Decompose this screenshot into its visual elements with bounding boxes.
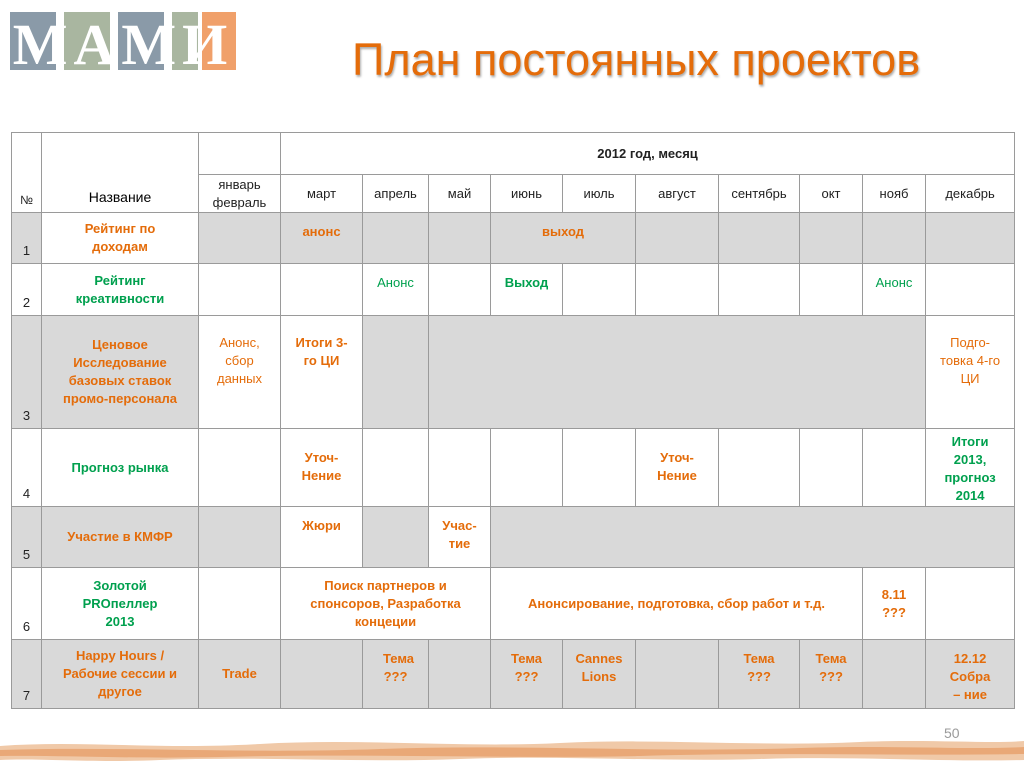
cell: [800, 213, 863, 264]
cell-aug: Уточ-Нение: [636, 429, 719, 507]
cell: [563, 429, 636, 507]
cell: [926, 568, 1015, 640]
cell: [636, 640, 719, 709]
row-number: 1: [12, 213, 42, 264]
cell-mar: анонс: [281, 213, 363, 264]
table-row: [12, 213, 1015, 264]
cell-jul: Cannes Lions: [563, 640, 636, 709]
cell-jun-dec: [491, 507, 1015, 568]
header-empty: [199, 133, 281, 175]
cell-dec: Подго-товка 4-го ЦИ: [926, 316, 1015, 429]
month-jul: июль: [563, 175, 636, 213]
cell: [563, 264, 636, 316]
cell: [199, 507, 281, 568]
table-row: [12, 568, 1015, 640]
cell-jun: Тема ???: [491, 640, 563, 709]
cell-jun-oct: Анонсирование, подготовка, сбор работ и т.д.: [491, 568, 863, 640]
cell-mar: Итоги 3-го ЦИ: [281, 316, 363, 429]
project-name: Прогноз рынка: [42, 429, 199, 507]
cell: [863, 429, 926, 507]
cell: [199, 568, 281, 640]
table-row: [12, 264, 1015, 316]
header-row-1: [12, 133, 1015, 175]
cell: [363, 316, 429, 429]
cell: [429, 264, 491, 316]
cell-jun: Выход: [491, 264, 563, 316]
cell: [363, 429, 429, 507]
project-plan-table: [11, 132, 1015, 709]
cell-mar-may: Поиск партнеров и спонсоров, Разработка концеции: [281, 568, 491, 640]
decorative-brush-stroke: [0, 732, 1024, 768]
cell-sep: Тема ???: [719, 640, 800, 709]
cell: [281, 264, 363, 316]
cell: [363, 507, 429, 568]
project-name: Рейтинг по доходам: [42, 213, 199, 264]
cell: [429, 213, 491, 264]
month-jun: июнь: [491, 175, 563, 213]
cell-mar: Уточ-Нение: [281, 429, 363, 507]
cell: [719, 213, 800, 264]
month-may: май: [429, 175, 491, 213]
cell: [199, 213, 281, 264]
header-year: 2012 год, месяц: [281, 133, 1015, 175]
project-name: Ценовое Исследование базовых ставок промо-персонала: [42, 316, 199, 429]
cell: [863, 213, 926, 264]
cell: [800, 429, 863, 507]
cell-nov: Анонс: [863, 264, 926, 316]
month-janfeb: январь февраль: [199, 175, 281, 213]
cell: [199, 429, 281, 507]
cell: [429, 429, 491, 507]
svg-text:МАМИ: МАМИ: [12, 12, 234, 76]
header-no: №: [12, 133, 42, 213]
row-number: 5: [12, 507, 42, 568]
page-number: 50: [944, 725, 960, 741]
cell-apr: Анонс: [363, 264, 429, 316]
slide-title: План постоянных проектов: [352, 34, 921, 85]
cell-dec: 12.12 Собра – ние: [926, 640, 1015, 709]
month-nov: нояб: [863, 175, 926, 213]
mami-logo: [8, 8, 238, 76]
row-number: 6: [12, 568, 42, 640]
cell: [800, 264, 863, 316]
cell: [281, 640, 363, 709]
project-name: Золотой PROпеллер 2013: [42, 568, 199, 640]
month-oct: окт: [800, 175, 863, 213]
cell: [636, 213, 719, 264]
cell: [636, 264, 719, 316]
project-name: Рейтинг креативности: [42, 264, 199, 316]
month-aug: август: [636, 175, 719, 213]
cell: [491, 429, 563, 507]
header-name: Название: [42, 133, 199, 213]
cell: [926, 213, 1015, 264]
cell-oct: Тема ???: [800, 640, 863, 709]
row-number: 7: [12, 640, 42, 709]
month-dec: декабрь: [926, 175, 1015, 213]
cell: [199, 264, 281, 316]
month-sep: сентябрь: [719, 175, 800, 213]
cell: [429, 640, 491, 709]
cell-nov: 8.11 ???: [863, 568, 926, 640]
cell-mar: Жюри: [281, 507, 363, 568]
month-mar: март: [281, 175, 363, 213]
cell-apr: Тема ???: [363, 640, 429, 709]
month-apr: апрель: [363, 175, 429, 213]
cell: [719, 264, 800, 316]
table-row: [12, 640, 1015, 709]
cell-janfeb: Trade: [199, 640, 281, 709]
cell: [926, 264, 1015, 316]
cell-apr-nov: [429, 316, 926, 429]
table-row: [12, 507, 1015, 568]
project-name: Участие в КМФР: [42, 507, 199, 568]
project-name: Happy Hours / Рабочие сессии и другое: [42, 640, 199, 709]
cell: [363, 213, 429, 264]
row-number: 3: [12, 316, 42, 429]
cell: [719, 429, 800, 507]
cell: [863, 640, 926, 709]
row-number: 4: [12, 429, 42, 507]
cell-may: Учас-тие: [429, 507, 491, 568]
cell-janfeb: Анонс, сбор данных: [199, 316, 281, 429]
table-row: [12, 316, 1015, 429]
cell-dec: Итоги 2013, прогноз 2014: [926, 429, 1015, 507]
table-row: [12, 429, 1015, 507]
row-number: 2: [12, 264, 42, 316]
cell-jun-jul: выход: [491, 213, 636, 264]
